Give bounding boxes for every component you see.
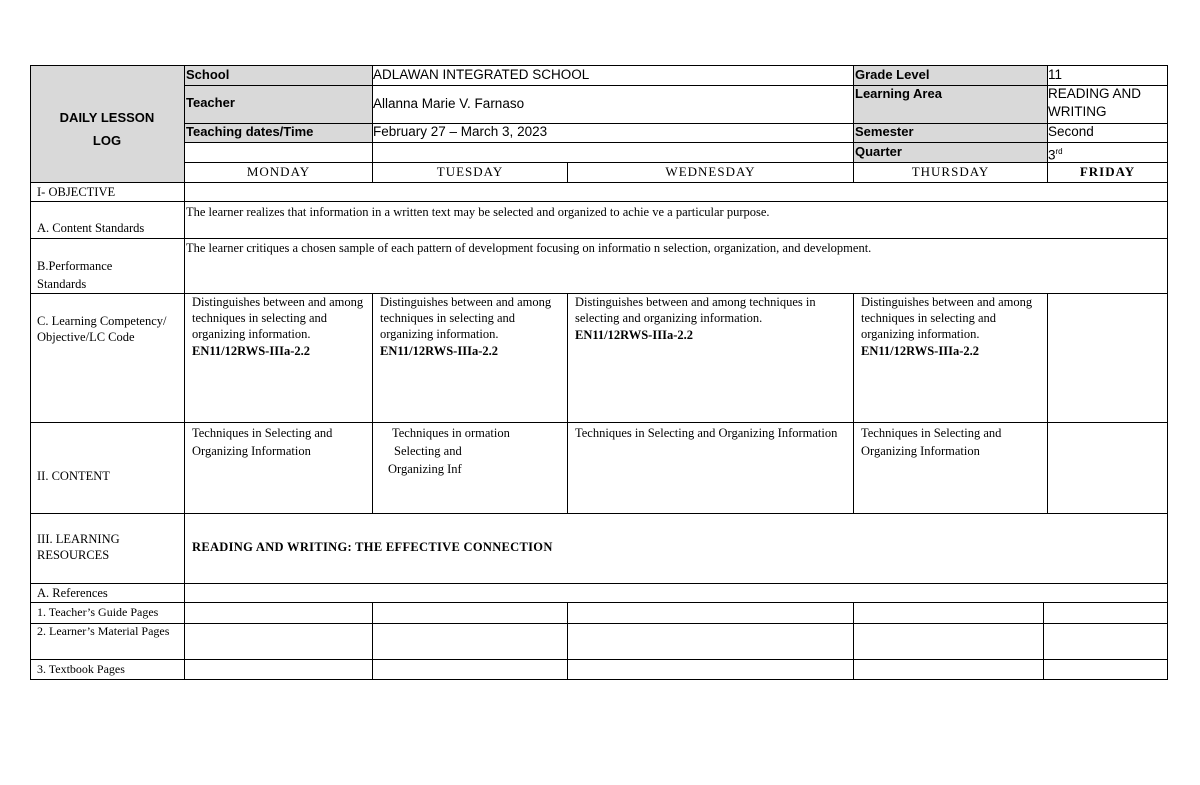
learning-resources-label: III. LEARNING RESOURCES: [37, 532, 120, 562]
school-value: ADLAWAN INTEGRATED SCHOOL: [373, 67, 590, 82]
competency-code: EN11/12RWS-IIIa-2.2: [192, 344, 310, 358]
grid-line: [30, 201, 1168, 202]
grid-line: [567, 293, 568, 514]
grid-line: [30, 602, 1168, 603]
grid-line: [30, 513, 1168, 514]
learners-material-label: 2. Learner’s Material Pages: [37, 624, 170, 638]
grid-line: [1043, 602, 1044, 680]
competency-tuesday: [380, 294, 558, 359]
grid-line: [1047, 293, 1048, 514]
quarter-suffix: rd: [1055, 147, 1063, 156]
content-wednesday: Techniques in Selecting and Organizing Information: [575, 426, 838, 440]
competency-code: EN11/12RWS-IIIa-2.2: [575, 328, 693, 342]
grid-line: [184, 142, 1168, 143]
grid-line: [372, 293, 373, 514]
grid-line: [853, 293, 854, 514]
performance-standards-text: The learner critiques a chosen sample of each pattern of development focusing on informatio n selection, organization, and development.: [186, 241, 872, 255]
grid-line: [30, 659, 1168, 660]
content-label: II. CONTENT: [37, 469, 110, 483]
content-standards-label: A. Content Standards: [37, 221, 145, 235]
lesson-log-title: DAILY LESSON LOG: [59, 110, 155, 148]
teacher-value: Allanna Marie V. Farnaso: [373, 96, 525, 111]
teachers-guide-label: 1. Teacher’s Guide Pages: [37, 605, 159, 619]
performance-standards-label: B.Performance Standards: [37, 259, 113, 291]
day-header-friday: FRIDAY: [1079, 164, 1136, 179]
competency-thursday: [861, 294, 1039, 359]
day-header-thursday: THURSDAY: [911, 164, 990, 179]
grid-line: [372, 602, 373, 680]
grid-line: [567, 602, 568, 680]
content-tuesday-line: Organizing Inf: [388, 462, 462, 476]
quarter-label: Quarter: [855, 144, 902, 159]
day-header-monday: MONDAY: [246, 164, 311, 179]
textbook-label: 3. Textbook Pages: [37, 662, 125, 676]
day-header-wednesday: WEDNESDAY: [665, 164, 756, 179]
grid-line: [30, 583, 1168, 584]
quarter-value: [1048, 143, 1063, 165]
grade-label: Grade Level: [855, 67, 930, 82]
teacher-label: Teacher: [186, 95, 235, 110]
content-tuesday-line: Techniques in ormation: [392, 426, 510, 440]
content-thursday: Techniques in Selecting and Organizing Information: [861, 426, 1002, 458]
area-label: Learning Area: [855, 86, 942, 101]
grade-value: 11: [1048, 67, 1063, 82]
competency-monday: [192, 294, 368, 359]
learning-competency-label: C. Learning Competency/ Objective/LC Code: [37, 314, 167, 344]
dates-value: February 27 – March 3, 2023: [373, 124, 548, 139]
grid-line: [30, 182, 1168, 183]
grid-line: [184, 65, 185, 680]
content-tuesday-line: Selecting and: [394, 444, 462, 458]
content-monday: Techniques in Selecting and Organizing Information: [192, 426, 333, 458]
grid-line: [184, 162, 1168, 163]
grid-line: [1167, 65, 1168, 680]
competency-code: EN11/12RWS-IIIa-2.2: [861, 344, 979, 358]
competency-text: Distinguishes between and among techniques in selecting and organizing information.: [380, 295, 552, 341]
semester-label: Semester: [855, 124, 914, 139]
competency-wednesday: [575, 294, 851, 343]
content-standards-text: The learner realizes that information in a written text may be selected and organized to achie ve a particular purpose.: [186, 205, 770, 219]
grid-line: [30, 422, 1168, 423]
grid-line: [30, 238, 1168, 239]
competency-code: EN11/12RWS-IIIa-2.2: [380, 344, 498, 358]
competency-text: Distinguishes between and among techniques in selecting and organizing information.: [192, 295, 364, 341]
grid-line: [30, 623, 1168, 624]
quarter-number: 3: [1048, 147, 1056, 163]
dates-label: Teaching dates/Time: [186, 124, 314, 139]
learning-resources-text: READING AND WRITING: THE EFFECTIVE CONNECTION: [192, 540, 553, 554]
area-value: READING AND WRITING: [1048, 86, 1142, 119]
grid-line: [30, 679, 1168, 680]
grid-line: [184, 123, 1168, 124]
objective-label: I- OBJECTIVE: [37, 185, 116, 199]
semester-value: Second: [1048, 124, 1094, 139]
competency-text: Distinguishes between and among techniques in selecting and organizing information.: [575, 295, 816, 325]
competency-text: Distinguishes between and among techniques in selecting and organizing information.: [861, 295, 1033, 341]
content-tuesday: [380, 424, 565, 478]
references-label: A. References: [37, 586, 108, 600]
grid-line: [30, 65, 31, 680]
grid-line: [184, 85, 1168, 86]
grid-line: [853, 602, 854, 680]
school-label: School: [186, 67, 230, 82]
day-header-tuesday: TUESDAY: [436, 164, 504, 179]
